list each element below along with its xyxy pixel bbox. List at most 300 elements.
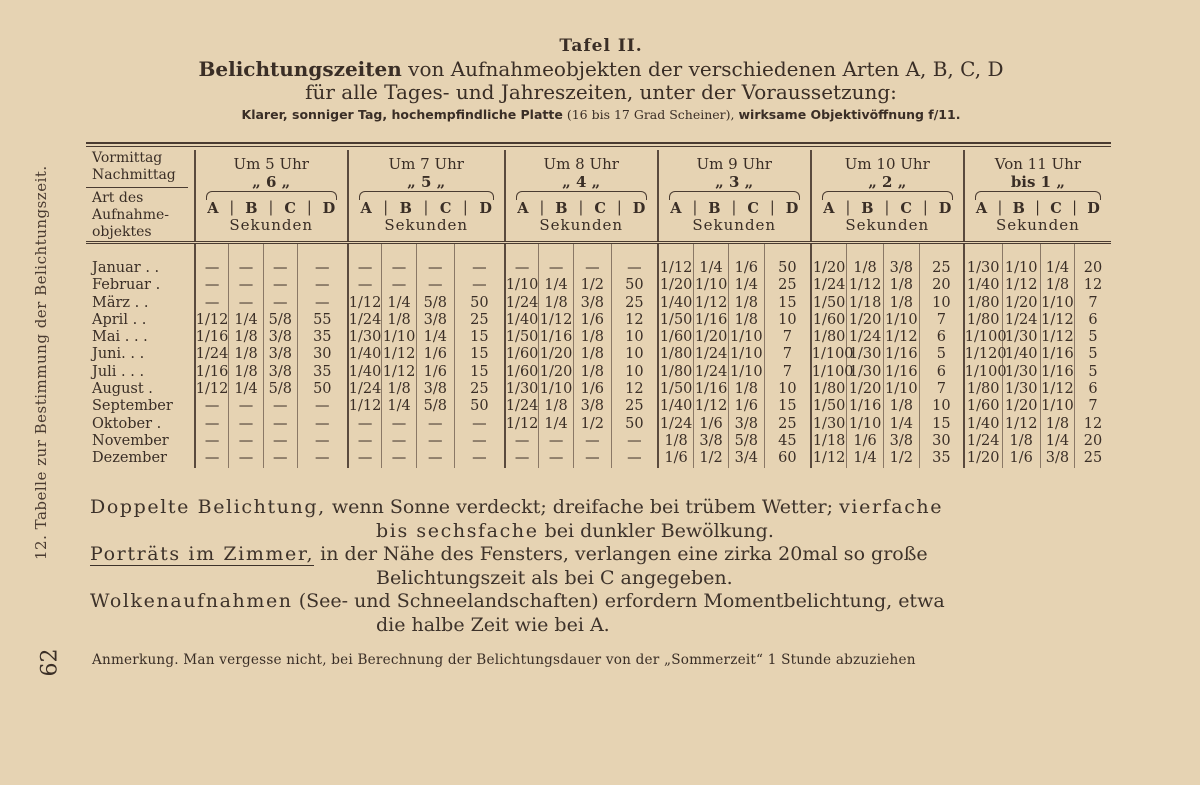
table-cell: 1/8 bbox=[382, 312, 416, 329]
table-cell: 1/8 bbox=[883, 295, 919, 312]
table-cell: 1/20 bbox=[1002, 398, 1040, 415]
table-cell: 12 bbox=[1075, 416, 1112, 433]
side-caption-text: 12. Tabelle zur Bestimmung der Belichtungszeit. bbox=[32, 165, 50, 560]
header-left bbox=[86, 150, 195, 243]
table-cell: 1/50 bbox=[505, 329, 539, 346]
title-bold: Belichtungszeiten bbox=[198, 57, 402, 81]
letter-separator: | bbox=[229, 199, 235, 216]
table-cell: 3/8 bbox=[416, 381, 454, 398]
table-cell: 1/50 bbox=[658, 381, 694, 398]
table-cell: 1/4 bbox=[382, 295, 416, 312]
tageszeit-line: Vormittag bbox=[92, 150, 163, 166]
table-cell: 5 bbox=[1075, 346, 1112, 363]
table-cell: 10 bbox=[611, 346, 657, 363]
table-cell: 3/8 bbox=[883, 243, 919, 278]
title-line-3c: wirksame Objektivöffnung f/11. bbox=[738, 107, 961, 122]
table-cell: — bbox=[505, 433, 539, 450]
brace bbox=[669, 191, 800, 200]
table-cell: — bbox=[416, 450, 454, 467]
table-cell: 7 bbox=[919, 381, 963, 398]
table-cell: 1/40 bbox=[964, 277, 1002, 294]
table-cell: 1/40 bbox=[658, 398, 694, 415]
table-cell: — bbox=[348, 243, 382, 278]
column-letter-c: C bbox=[747, 199, 759, 217]
table-cell: 1/8 bbox=[229, 329, 263, 346]
table-cell: 1/30 bbox=[964, 243, 1002, 278]
table-cell: 7 bbox=[764, 329, 810, 346]
table-cell: 1/6 bbox=[416, 364, 454, 381]
table-cell: 1/8 bbox=[539, 398, 573, 415]
note-3b: (See- und Schneelandschaften) erfordern Momentbelichtung, etwa bbox=[292, 590, 945, 612]
letter-separator: | bbox=[692, 199, 698, 216]
table-cell: 1/10 bbox=[885, 311, 918, 328]
table-cell: — bbox=[297, 277, 347, 294]
table-cell: 10 bbox=[919, 295, 963, 312]
table-cell: 6 bbox=[1075, 312, 1112, 329]
table-cell: 1/80 bbox=[658, 346, 694, 363]
table-cell: 1/80 bbox=[964, 295, 1002, 312]
column-letter-d: D bbox=[785, 199, 799, 217]
column-letter-b: B bbox=[708, 199, 721, 217]
column-letter-b: B bbox=[399, 199, 412, 217]
tageszeit-line: Nachmittag bbox=[92, 167, 176, 183]
table-cell: 1/12 bbox=[694, 294, 728, 311]
time-group-header bbox=[964, 150, 1111, 243]
table-cell: — bbox=[229, 295, 263, 312]
table-cell: — bbox=[611, 243, 657, 278]
month-label: Dezember bbox=[92, 450, 167, 467]
table-cell: 1/10 bbox=[885, 381, 918, 398]
title-line-3 bbox=[90, 107, 1112, 122]
time-group-line1: Um 10 Uhr bbox=[844, 154, 930, 173]
table-cell: — bbox=[348, 416, 382, 433]
table-cell: 1/24 bbox=[505, 294, 539, 311]
table-cell: 1/8 bbox=[1040, 277, 1074, 294]
table-cell: 1/2 bbox=[694, 450, 728, 467]
table-cell: 1/8 bbox=[883, 398, 919, 415]
table-cell: 50 bbox=[764, 243, 810, 278]
table-cell: 15 bbox=[454, 329, 504, 346]
table-cell: 1/20 bbox=[539, 363, 573, 380]
table-cell: 1/12 bbox=[1041, 329, 1074, 346]
table-cell: 1/10 bbox=[730, 346, 763, 363]
table-cell: 1/12 bbox=[382, 363, 416, 380]
title-block bbox=[90, 36, 1112, 122]
table-row bbox=[86, 398, 1111, 415]
table-cell: 1/6 bbox=[573, 381, 611, 398]
table-cell: 1/16 bbox=[885, 346, 918, 363]
time-group-header bbox=[811, 150, 964, 243]
table-cell: 6 bbox=[919, 329, 963, 346]
table-cell: 1/18 bbox=[811, 433, 847, 450]
table-cell: 1/20 bbox=[694, 329, 728, 346]
table-cell: 1/24 bbox=[348, 381, 382, 398]
month-label: Juli . . . bbox=[92, 363, 145, 380]
table-cell: 1/8 bbox=[229, 346, 263, 363]
table-cell: — bbox=[382, 416, 416, 433]
table-cell: — bbox=[229, 433, 263, 450]
table-cell: 1/12 bbox=[1002, 277, 1040, 294]
table-cell: 1/8 bbox=[573, 329, 611, 346]
table-cell: 50 bbox=[611, 416, 657, 433]
table-cell: — bbox=[297, 433, 347, 450]
table-cell: 10 bbox=[919, 398, 963, 415]
table-cell: 1/80 bbox=[964, 312, 1002, 329]
table-cell: 35 bbox=[297, 364, 347, 381]
table-cell: 1/40 bbox=[348, 363, 382, 380]
table-cell: — bbox=[454, 243, 504, 278]
table-cell: 1/20 bbox=[811, 243, 847, 278]
time-group-line2: „ 4 „ bbox=[562, 172, 601, 191]
table-cell: 1/4 bbox=[1040, 243, 1074, 278]
column-letter-d: D bbox=[322, 199, 336, 217]
table-cell: 1/30 bbox=[348, 329, 382, 346]
table-cell: — bbox=[263, 450, 297, 467]
table-cell: 1/6 bbox=[416, 346, 454, 363]
table-cell: 1/80 bbox=[658, 364, 694, 381]
abcd-letters bbox=[349, 200, 504, 217]
month-label: Mai . . . bbox=[92, 329, 148, 346]
table-cell: 1/60 bbox=[964, 398, 1002, 415]
column-letter-c: C bbox=[284, 199, 296, 217]
table-cell: 1/2 bbox=[573, 277, 611, 294]
table-cell: — bbox=[348, 277, 382, 294]
table-cell: — bbox=[454, 416, 504, 433]
table-cell: 1/50 bbox=[811, 398, 847, 415]
table-cell: 6 bbox=[919, 364, 963, 381]
table-cell: 1/16 bbox=[195, 329, 229, 346]
table-cell: 1/4 bbox=[539, 277, 573, 294]
letter-separator: | bbox=[845, 199, 851, 216]
table-cell: 5/8 bbox=[416, 398, 454, 415]
letter-separator: | bbox=[731, 199, 737, 216]
unit-label: Sekunden bbox=[996, 216, 1080, 234]
table-cell: — bbox=[539, 243, 573, 278]
table-cell: 1/12 bbox=[848, 277, 882, 294]
table-cell: 3/8 bbox=[263, 329, 297, 346]
table-cell: — bbox=[454, 450, 504, 467]
table-cell: 25 bbox=[454, 312, 504, 329]
column-letter-b: B bbox=[555, 199, 568, 217]
time-group-header bbox=[658, 150, 811, 243]
table-cell: 1/12 bbox=[348, 398, 382, 415]
table-cell: 5/8 bbox=[416, 295, 454, 312]
table-row bbox=[86, 312, 1111, 329]
table-cell: 7 bbox=[764, 364, 810, 381]
table-cell: 1/12 bbox=[195, 311, 229, 328]
table-row bbox=[86, 295, 1111, 312]
table-cell: 1/16 bbox=[848, 398, 882, 415]
anmerkung: Anmerkung. Man vergesse nicht, bei Berechnung der Belichtungsdauer von der „Sommerzeit“ 1 Stunde abzuziehen bbox=[92, 652, 916, 668]
unit-label: Sekunden bbox=[229, 216, 314, 234]
brace bbox=[206, 191, 337, 200]
month-label: Januar . . bbox=[92, 260, 160, 276]
table-cell: 1/8 bbox=[658, 433, 694, 450]
time-group-line2: bis 1 „ bbox=[1010, 172, 1065, 191]
note-3-cont: die halbe Zeit wie bei A. bbox=[376, 613, 610, 636]
table-cell: 10 bbox=[611, 364, 657, 381]
table-cell: 1/60 bbox=[811, 312, 847, 329]
abcd-letters bbox=[659, 200, 810, 217]
table-cell: 3/8 bbox=[728, 416, 764, 433]
table-cell: 1/6 bbox=[728, 398, 764, 415]
header-row bbox=[86, 150, 1111, 243]
table-cell: — bbox=[539, 433, 573, 450]
table-cell: 1/6 bbox=[847, 433, 883, 450]
table-cell: 25 bbox=[611, 398, 657, 415]
table-cell: 1/40 bbox=[658, 295, 694, 312]
table-cell: 1/10 bbox=[1002, 243, 1040, 278]
table-cell: 25 bbox=[764, 416, 810, 433]
table-cell: 15 bbox=[919, 416, 963, 433]
table-cell: 1/60 bbox=[658, 329, 694, 346]
table-cell: 3/8 bbox=[263, 364, 297, 381]
table-cell: — bbox=[195, 295, 229, 312]
table-cell: 1/12 bbox=[658, 243, 694, 278]
note-1 bbox=[90, 496, 1110, 520]
table-cell: 1/4 bbox=[1040, 433, 1074, 450]
table-cell: 15 bbox=[454, 364, 504, 381]
time-group-line2: „ 2 „ bbox=[868, 172, 907, 191]
table-cell: — bbox=[611, 433, 657, 450]
table-cell: — bbox=[263, 277, 297, 294]
abcd-letters bbox=[196, 200, 347, 217]
month-label: September bbox=[92, 398, 173, 415]
table-cell: 1/10 bbox=[505, 277, 539, 294]
table-cell: 1/2 bbox=[883, 450, 919, 467]
letter-separator: | bbox=[578, 199, 584, 216]
table-cell: — bbox=[263, 295, 297, 312]
table-cell: 12 bbox=[611, 381, 657, 398]
unit-label: Sekunden bbox=[692, 216, 777, 234]
letter-separator: | bbox=[539, 199, 545, 216]
note-1e: vierfache bbox=[839, 496, 944, 518]
table-cell: 1/12 bbox=[505, 415, 539, 432]
table-cell: — bbox=[297, 398, 347, 415]
time-group-line1: Um 9 Uhr bbox=[696, 154, 772, 173]
top-rule bbox=[86, 142, 1111, 144]
table-cell: 1/60 bbox=[505, 363, 539, 380]
column-letter-c: C bbox=[594, 199, 606, 217]
table-cell: 1/20 bbox=[539, 346, 573, 363]
table-cell: — bbox=[416, 243, 454, 278]
table-cell: 1/12 bbox=[539, 311, 573, 328]
exposure-table bbox=[86, 150, 1111, 468]
tafel-label: Tafel II. bbox=[559, 36, 643, 56]
table-cell: 5/8 bbox=[728, 433, 764, 450]
month-label: Juni. . . bbox=[92, 346, 145, 363]
table-cell: 7 bbox=[764, 346, 810, 363]
table-cell: 1/60 bbox=[505, 346, 539, 363]
table-cell: 1/10 bbox=[730, 329, 763, 346]
note-1f: bis sechsfache bbox=[376, 519, 539, 542]
table-cell: 1/4 bbox=[229, 312, 263, 329]
table-cell: 55 bbox=[297, 312, 347, 329]
table-cell: 7 bbox=[1075, 398, 1112, 415]
note-3a: Wolkenaufnahmen bbox=[90, 590, 293, 612]
table-cell: — bbox=[454, 433, 504, 450]
table-cell: 1/8 bbox=[539, 295, 573, 312]
table-cell: 50 bbox=[611, 277, 657, 294]
table-cell: 1/12 bbox=[1041, 381, 1074, 398]
abcd-letters bbox=[812, 200, 963, 217]
table-cell: 1/4 bbox=[416, 329, 454, 346]
table-cell: 30 bbox=[297, 346, 347, 363]
objekt-line: objektes bbox=[92, 224, 152, 240]
side-caption bbox=[24, 165, 50, 584]
table-cell: 1/8 bbox=[728, 312, 764, 329]
table-cell: 1/2 bbox=[573, 416, 611, 433]
table-cell: 1/50 bbox=[811, 295, 847, 312]
table-cell: 1/30 bbox=[811, 416, 847, 433]
note-1c: dreifache bbox=[552, 496, 644, 518]
table-cell: 25 bbox=[919, 243, 963, 278]
table-cell: 1/100 bbox=[811, 363, 854, 380]
tageszeit-label bbox=[92, 150, 194, 184]
column-letter-c: C bbox=[439, 199, 452, 217]
table-cell: 1/30 bbox=[1002, 381, 1040, 398]
table-cell: 1/80 bbox=[811, 329, 847, 346]
time-group-line1: Um 7 Uhr bbox=[388, 154, 464, 173]
table-cell: 1/10 bbox=[694, 277, 728, 294]
table-cell: 20 bbox=[1075, 243, 1112, 278]
table-cell: 1/24 bbox=[694, 363, 728, 380]
table-cell: — bbox=[416, 416, 454, 433]
table-cell: 1/24 bbox=[505, 398, 539, 415]
table-cell: 10 bbox=[764, 381, 810, 398]
table-cell: 1/6 bbox=[694, 416, 728, 433]
letter-separator: | bbox=[383, 199, 389, 216]
time-group-line1: Von 11 Uhr bbox=[994, 154, 1082, 173]
letter-separator: | bbox=[268, 199, 274, 216]
table-cell: 1/30 bbox=[1002, 329, 1040, 346]
time-group-line2: „ 3 „ bbox=[715, 172, 754, 191]
table-cell: 15 bbox=[454, 346, 504, 363]
table-cell: — bbox=[263, 433, 297, 450]
table-cell: 1/40 bbox=[505, 311, 539, 328]
table-cell: 1/4 bbox=[694, 243, 728, 278]
table-cell: — bbox=[382, 277, 416, 294]
letter-separator: | bbox=[306, 199, 312, 216]
objekt-line: Aufnahme- bbox=[92, 207, 169, 223]
title-line-2: für alle Tages- und Jahreszeiten, unter der Voraussetzung: bbox=[305, 80, 897, 104]
brace bbox=[975, 191, 1101, 200]
table-cell: — bbox=[195, 398, 229, 415]
title-line-3a: Klarer, sonniger Tag, hochempfindliche Platte bbox=[241, 107, 563, 122]
table-cell: 3/8 bbox=[883, 433, 919, 450]
time-group-line1: Um 8 Uhr bbox=[543, 154, 619, 173]
table-cell: 3/8 bbox=[416, 312, 454, 329]
table-cell: — bbox=[573, 243, 611, 278]
month-label: Februar . bbox=[92, 277, 161, 294]
table-cell: 50 bbox=[297, 381, 347, 398]
objekt-label bbox=[92, 190, 194, 241]
table-cell: 1/12 bbox=[694, 398, 728, 415]
table-cell: 1/20 bbox=[1002, 295, 1040, 312]
time-group-header bbox=[195, 150, 348, 243]
title-line-1 bbox=[90, 58, 1112, 81]
table-cell: — bbox=[229, 243, 263, 278]
table-cell: 1/30 bbox=[848, 346, 882, 363]
table-cell: 1/120 bbox=[964, 346, 1007, 363]
table-cell: 1/8 bbox=[847, 243, 883, 278]
table-cell: 1/10 bbox=[848, 415, 882, 432]
column-letter-d: D bbox=[1087, 199, 1100, 217]
table-cell: 1/16 bbox=[885, 363, 918, 380]
letter-separator: | bbox=[922, 199, 928, 216]
table-cell: — bbox=[505, 450, 539, 467]
table-cell: — bbox=[611, 450, 657, 467]
table-cell: 1/10 bbox=[730, 363, 763, 380]
table-cell: 5 bbox=[1075, 364, 1112, 381]
table-cell: 20 bbox=[1075, 433, 1112, 450]
brace bbox=[822, 191, 953, 200]
table-row bbox=[86, 416, 1111, 433]
table-cell: 1/8 bbox=[728, 295, 764, 312]
table-cell: 60 bbox=[764, 450, 810, 467]
table-cell: 5 bbox=[919, 346, 963, 363]
brace bbox=[359, 191, 494, 200]
column-letter-d: D bbox=[479, 199, 492, 217]
table-cell: — bbox=[229, 416, 263, 433]
month-label: November bbox=[92, 432, 169, 449]
table-cell: 50 bbox=[454, 398, 504, 415]
table-cell: — bbox=[195, 416, 229, 433]
table-cell: — bbox=[195, 450, 229, 467]
table-cell: 5/8 bbox=[263, 312, 297, 329]
table-cell: 1/24 bbox=[658, 416, 694, 433]
top-rule-thin bbox=[86, 146, 1111, 147]
table-cell: 35 bbox=[919, 450, 963, 467]
unit-label: Sekunden bbox=[539, 216, 624, 234]
letter-separator: | bbox=[997, 199, 1003, 216]
table-cell: 1/6 bbox=[728, 243, 764, 278]
table-cell: 1/24 bbox=[195, 346, 229, 363]
table-cell: — bbox=[297, 243, 347, 278]
table-cell: — bbox=[263, 398, 297, 415]
table-cell: 1/20 bbox=[964, 450, 1002, 467]
table-cell: 1/24 bbox=[811, 277, 847, 294]
table-cell: 1/16 bbox=[694, 311, 728, 328]
letter-separator: | bbox=[616, 199, 622, 216]
table-cell: 1/8 bbox=[573, 346, 611, 363]
table-cell: 7 bbox=[1075, 295, 1112, 312]
column-letter-b: B bbox=[1012, 199, 1025, 217]
title-rest: von Aufnahmeobjekten der verschiedenen Arten A, B, C, D bbox=[401, 57, 1004, 81]
table-cell: 1/16 bbox=[1041, 363, 1074, 380]
table-cell: 1/12 bbox=[348, 294, 382, 311]
table-cell: 1/8 bbox=[728, 381, 764, 398]
table-cell: 5 bbox=[1075, 329, 1112, 346]
table-cell: 1/10 bbox=[539, 381, 573, 398]
table-cell: 1/24 bbox=[348, 311, 382, 328]
notes-block bbox=[90, 496, 1110, 637]
table-cell: — bbox=[348, 450, 382, 467]
note-1b: wenn Sonne verdeckt; bbox=[325, 496, 553, 518]
time-group-header bbox=[348, 150, 505, 243]
letter-separator: | bbox=[1072, 199, 1077, 216]
note-2-cont: Belichtungszeit als bei C angegeben. bbox=[376, 566, 733, 589]
table-cell: — bbox=[297, 295, 347, 312]
table-cell: — bbox=[573, 450, 611, 467]
table-cell: 10 bbox=[611, 329, 657, 346]
month-label: Oktober . bbox=[92, 415, 162, 432]
table-cell: 3/4 bbox=[728, 450, 764, 467]
title-line-3b: (16 bis 17 Grad Scheiner), bbox=[562, 107, 739, 122]
table-cell: 1/30 bbox=[848, 363, 882, 380]
page-number: 62 bbox=[37, 648, 63, 677]
table-cell: 1/4 bbox=[728, 277, 764, 294]
